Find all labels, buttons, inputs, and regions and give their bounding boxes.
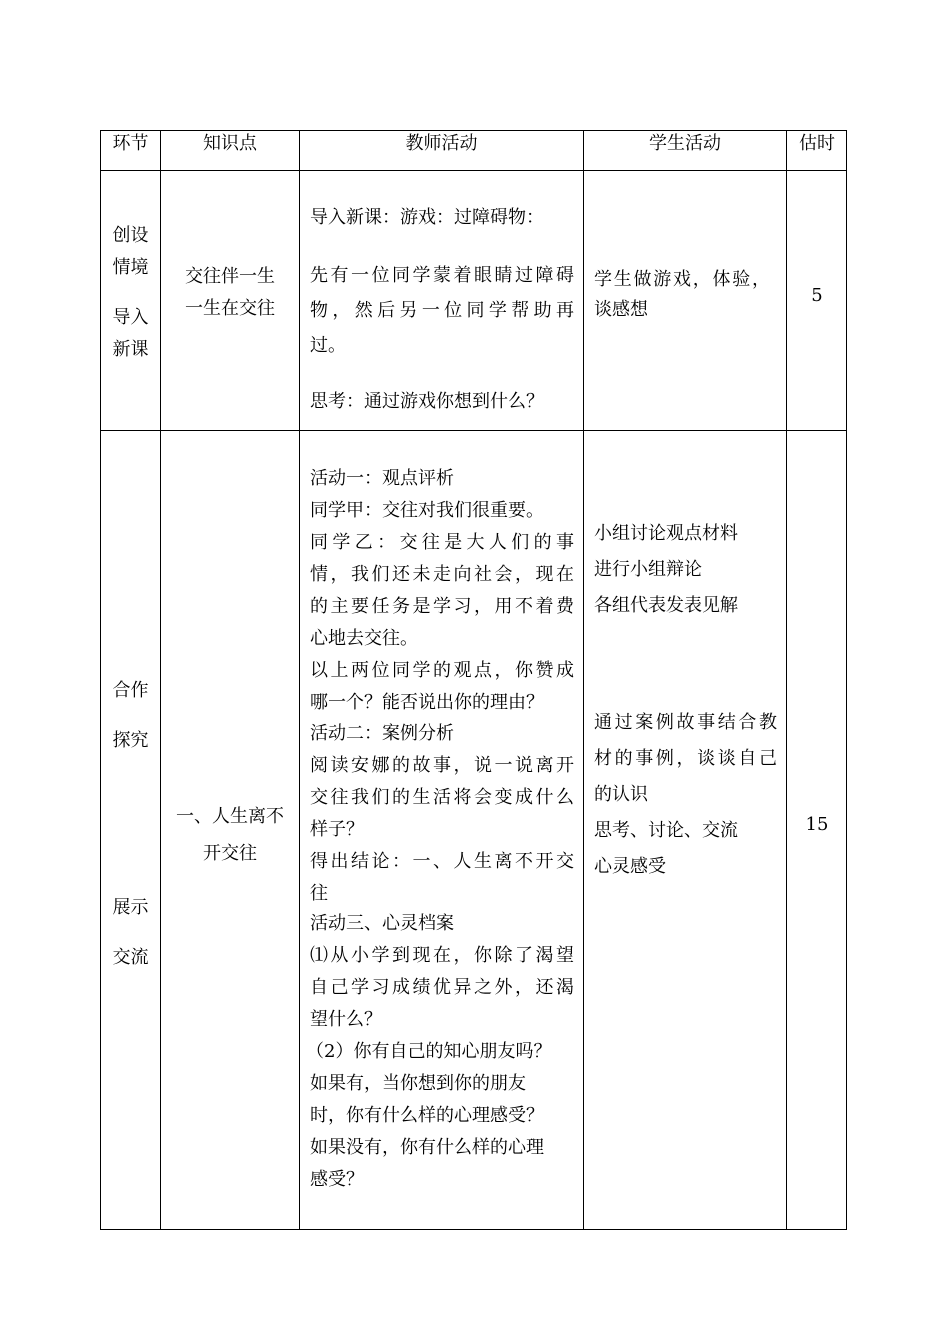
row2-student-line: 通过案例故事结合教 — [594, 712, 777, 733]
row2-stage-line: 合作 — [112, 680, 149, 701]
header-student-activity: 学生活动 — [649, 133, 721, 154]
row1-teacher-intro: 导入新课：游戏：过障碍物： — [310, 207, 544, 228]
header-knowledge: 知识点 — [203, 133, 257, 154]
row1-teacher-line: 过。 — [310, 335, 346, 356]
column-divider — [160, 131, 161, 1229]
row2-student-line: 心灵感受 — [594, 856, 666, 877]
row-divider — [101, 430, 846, 431]
row2-teacher-line: 同学甲：交往对我们很重要。 — [310, 500, 544, 521]
lesson-plan-table — [100, 130, 847, 1230]
row1-stage-line: 新课 — [112, 339, 149, 360]
row1-stage-line: 导入 — [112, 307, 149, 328]
row2-teacher-line: 时，你有什么样的心理感受？ — [310, 1105, 544, 1126]
row1-teacher-line: 先有一位同学蒙着眼睛过障碍 — [310, 265, 574, 286]
row1-student-line: 学生做游戏，体验， — [594, 269, 770, 290]
row-divider — [101, 170, 846, 171]
row1-teacher-think: 思考：通过游戏你想到什么？ — [310, 391, 544, 412]
row2-student-line: 材的事例，谈谈自己 — [594, 748, 777, 769]
row2-time: 15 — [805, 814, 829, 835]
row2-student-line: 进行小组辩论 — [594, 559, 702, 580]
row2-teacher-line: 交往我们的生活将会变成什么 — [310, 787, 574, 808]
row1-time: 5 — [811, 285, 823, 306]
row1-knowledge-line: 一生在交往 — [185, 298, 275, 319]
row2-teacher-line: 的主要任务是学习，用不着费 — [310, 596, 574, 617]
row2-teacher-line: 望什么？ — [310, 1009, 382, 1030]
header-stage: 环节 — [112, 133, 149, 154]
row2-student-line: 各组代表发表见解 — [594, 595, 738, 616]
row2-student-line: 小组讨论观点材料 — [594, 523, 738, 544]
column-divider — [299, 131, 300, 1229]
row1-knowledge-line: 交往伴一生 — [185, 266, 275, 287]
row2-knowledge-line: 开交往 — [203, 843, 257, 864]
row2-teacher-line: 如果没有，你有什么样的心理 — [310, 1137, 544, 1158]
row2-student-line: 思考、讨论、交流 — [594, 820, 738, 841]
row2-teacher-line: 往 — [310, 883, 328, 904]
row2-knowledge-line: 一、人生离不 — [176, 806, 284, 827]
row2-teacher-line: 如果有，当你想到你的朋友 — [310, 1073, 526, 1094]
row2-teacher-line: 情，我们还未走向社会，现在 — [310, 564, 574, 585]
row2-teacher-line: 活动三、心灵档案 — [310, 913, 454, 934]
header-time: 估时 — [799, 133, 835, 154]
header-teacher-activity: 教师活动 — [405, 133, 478, 154]
row2-stage-line: 交流 — [112, 947, 149, 968]
row2-teacher-line: 心地去交往。 — [310, 628, 418, 649]
row2-student-line: 的认识 — [594, 784, 648, 805]
row2-teacher-line: 感受？ — [310, 1169, 364, 1190]
row1-stage-line: 创设 — [112, 225, 149, 246]
row2-teacher-line: 自己学习成绩优异之外，还渴 — [310, 977, 574, 998]
row2-teacher-line: 以上两位同学的观点，你赞成 — [310, 660, 574, 681]
row2-teacher-line: ⑴从小学到现在，你除了渴望 — [310, 945, 574, 966]
row2-teacher-line: 阅读安娜的故事，说一说离开 — [310, 755, 574, 776]
row2-stage-line: 探究 — [112, 730, 149, 751]
row2-teacher-line: 活动二：案例分析 — [310, 723, 454, 744]
row1-teacher-line: 物，然后另一位同学帮助再 — [310, 300, 574, 321]
row2-teacher-line: 哪一个？能否说出你的理由？ — [310, 692, 544, 713]
row2-teacher-line: 样子？ — [310, 819, 364, 840]
row1-stage-line: 情境 — [112, 257, 149, 278]
row2-stage-line: 展示 — [112, 897, 149, 918]
row2-teacher-line: （2）你有自己的知心朋友吗？ — [306, 1041, 552, 1062]
row1-student-line: 谈感想 — [594, 299, 648, 320]
column-divider — [583, 131, 584, 1229]
row2-teacher-line: 同学乙：交往是大人们的事 — [310, 532, 574, 553]
row2-teacher-line: 得出结论：一、人生离不开交 — [310, 851, 574, 872]
row2-teacher-line: 活动一：观点评析 — [310, 468, 454, 489]
